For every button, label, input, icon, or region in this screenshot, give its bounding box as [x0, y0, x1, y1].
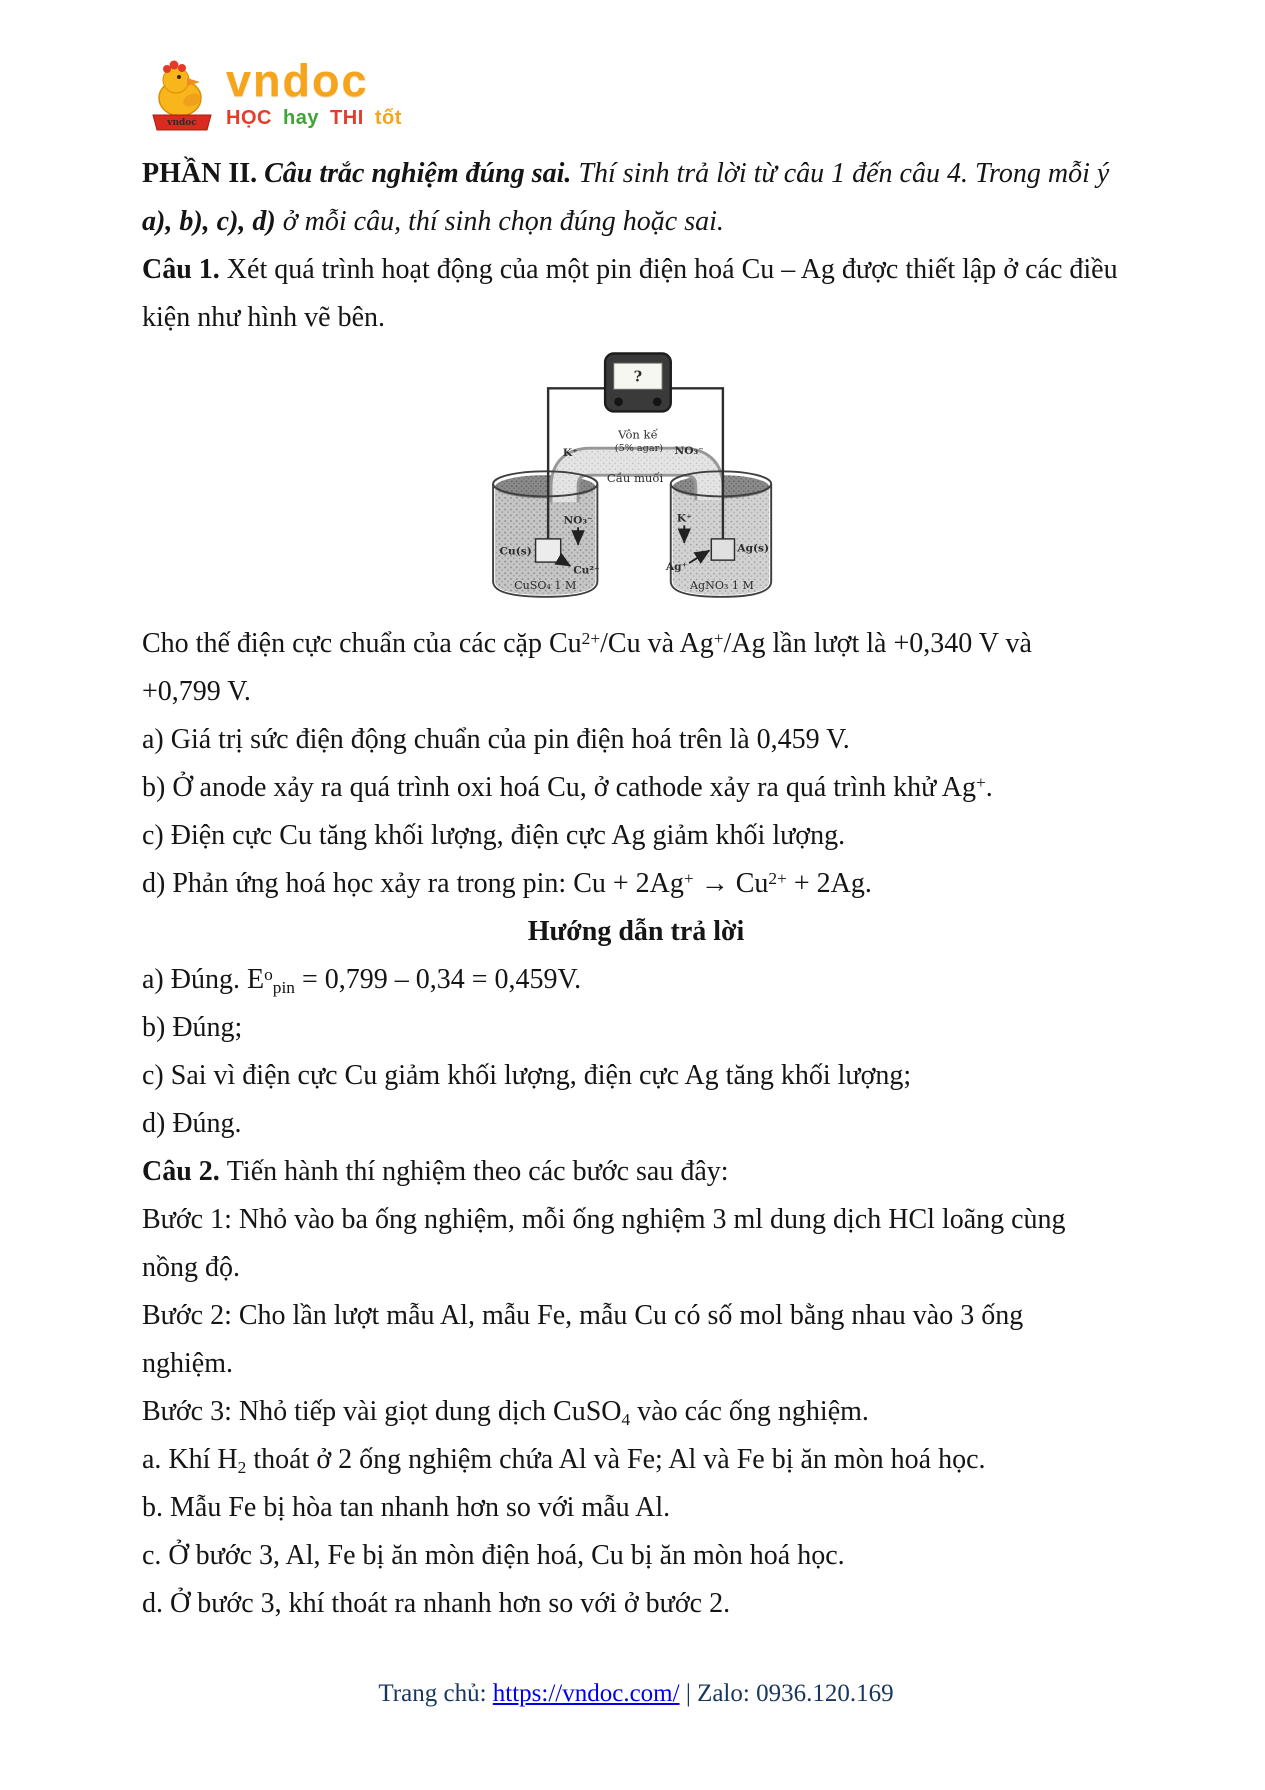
text-line [142, 1532, 1130, 1580]
text-segment: b. Mẫu Fe bị hòa tan nhanh hơn so với mẫu Al. [142, 1492, 671, 1523]
text-line [142, 1292, 1130, 1340]
chicken-mascot-icon [146, 58, 218, 134]
footer-link[interactable]: https://vndoc.com/ [492, 1680, 680, 1707]
electrochemical-cell-figure [421, 340, 851, 620]
text-segment: a), b), c), d) [142, 206, 283, 237]
text-segment: o [264, 965, 273, 985]
text-segment: = 0,799 – 0,34 = 0,459V. [294, 964, 582, 995]
text-segment: a) Đúng. E [142, 964, 265, 995]
text-segment: vào các ống nghiệm. [630, 1396, 869, 1427]
text-segment: PHẦN II. [142, 158, 265, 189]
electrochemical-cell-diagram [421, 340, 851, 620]
text-segment: d) Phản ứng hoá học xảy ra trong pin: Cu + 2Ag [142, 868, 684, 899]
voltmeter-display: ? [633, 368, 643, 386]
text-segment: Bước 3: Nhỏ tiếp vài giọt dung dịch CuSO [142, 1396, 622, 1427]
logo-tagline [226, 106, 402, 130]
text-line [142, 1004, 1130, 1052]
left-ion-down-label: NO₃⁻ [563, 513, 593, 527]
text-line [142, 150, 1130, 198]
text-line [142, 1148, 1130, 1196]
text-segment: Câu 2. [142, 1156, 227, 1187]
text-segment: Bước 1: Nhỏ vào ba ống nghiệm, mỗi ống nghiệm 3 ml dung dịch HCl loãng cùng [142, 1204, 1066, 1235]
tagline-word-hay: hay [283, 107, 319, 129]
right-solution-label: AgNO₃ 1 M [690, 579, 754, 593]
text-segment: Trang chủ: [378, 1680, 493, 1707]
text-line [142, 1436, 1130, 1484]
text-line [142, 198, 1130, 246]
text-line [142, 716, 1130, 764]
bridge-note-label: (5% agar) [614, 443, 663, 455]
text-segment: /Cu và Ag [600, 628, 714, 659]
salt-bridge-label: Cầu muối [606, 470, 664, 485]
text-segment: d) Đúng. [142, 1108, 242, 1139]
text-segment: Tiến hành thí nghiệm theo các bước sau đây: [226, 1156, 729, 1187]
text-line [142, 764, 1130, 812]
text-segment: Cho thế điện cực chuẩn của các cặp Cu [142, 628, 582, 659]
text-segment: 2 [237, 1457, 247, 1477]
text-segment: + 2Ag. [786, 868, 872, 899]
copper-electrode-label: Cu(s) [499, 544, 532, 558]
text-segment: . [985, 772, 993, 803]
text-line [142, 860, 1130, 908]
text-line [142, 1100, 1130, 1148]
brand-text: vndoc [226, 55, 369, 106]
text-line [142, 1340, 1130, 1388]
text-segment: | Zalo: 0936.120.169 [679, 1680, 894, 1707]
text-segment: 2+ [581, 629, 601, 649]
text-segment: 4 [621, 1409, 631, 1429]
text-segment: +0,799 V. [142, 676, 251, 707]
text-segment: pin [272, 977, 295, 997]
tagline-word-thi: THI [330, 107, 364, 129]
text-segment: c) Điện cực Cu tăng khối lượng, điện cực Ag giảm khối lượng. [142, 820, 846, 851]
text-segment: thoát ở 2 ống nghiệm chứa Al và Fe; Al và Fe bị ăn mòn hoá học. [246, 1444, 986, 1475]
text-line [142, 1580, 1130, 1628]
text-line [142, 956, 1130, 1004]
text-segment: nghiệm. [142, 1348, 233, 1379]
tagline-word-tot: tốt [374, 107, 402, 129]
text-segment: kiện như hình vẽ bên. [142, 302, 386, 333]
text-segment: → Cu [693, 868, 769, 899]
text-line [142, 1484, 1130, 1532]
copper-electrode [536, 539, 561, 562]
text-line [142, 246, 1130, 294]
text-line [142, 812, 1130, 860]
document-body [142, 620, 1130, 1628]
voltmeter-label: Vôn kế [618, 427, 658, 442]
text-segment: 2+ [768, 869, 787, 889]
text-segment: c) Sai vì điện cực Cu giảm khối lượng, điện cực Ag tăng khối lượng; [142, 1060, 912, 1091]
text-segment: Câu trắc nghiệm đúng sai. [264, 158, 579, 189]
voltmeter [605, 354, 671, 412]
silver-electrode [711, 539, 734, 560]
tagline-word-hoc: HỌC [226, 107, 272, 129]
logo-banner-text: vndoc [167, 118, 197, 128]
document-intro [142, 150, 1130, 342]
page-footer [142, 1670, 1130, 1718]
silver-ion-label: Ag⁺ [665, 559, 688, 573]
text-segment: + [975, 773, 986, 793]
bridge-right-ion-label: NO₃⁻ [674, 443, 704, 457]
text-segment: /Ag lần lượt là +0,340 V và [723, 628, 1032, 659]
right-ion-down-label: K⁺ [676, 511, 692, 525]
text-line [142, 668, 1130, 716]
text-segment: Hướng dẫn trả lời [527, 916, 745, 947]
text-line [142, 1196, 1130, 1244]
text-segment: b) Đúng; [142, 1012, 243, 1043]
silver-electrode-label: Ag(s) [737, 541, 770, 555]
text-line [142, 294, 1130, 342]
text-segment: + [683, 869, 694, 889]
vndoc-logo [146, 55, 1130, 136]
text-segment: Bước 2: Cho lần lượt mẫu Al, mẫu Fe, mẫu Cu có số mol bằng nhau vào 3 ống [142, 1300, 1024, 1331]
text-line [142, 1052, 1130, 1100]
text-segment: Câu 1. [142, 254, 227, 285]
text-segment: ở mỗi câu, thí sinh chọn đúng hoặc sai. [282, 206, 724, 237]
text-line [142, 1670, 1130, 1718]
text-segment: d. Ở bước 3, khí thoát ra nhanh hơn so với ở bước 2. [142, 1588, 731, 1619]
text-segment: Xét quá trình hoạt động của một pin điện hoá Cu – Ag được thiết lập ở các điều [226, 254, 1118, 285]
text-segment: nồng độ. [142, 1252, 240, 1283]
text-line [142, 620, 1130, 668]
text-line [142, 1244, 1130, 1292]
copper-ion-label: Cu²⁺ [573, 563, 600, 577]
text-segment: c. Ở bước 3, Al, Fe bị ăn mòn điện hoá, Cu bị ăn mòn hoá học. [142, 1540, 845, 1571]
text-line [142, 1388, 1130, 1436]
text-segment: a) Giá trị sức điện động chuẩn của pin điện hoá trên là 0,459 V. [142, 724, 850, 755]
text-segment: a. Khí H [142, 1444, 238, 1475]
text-segment: + [713, 629, 724, 649]
text-segment: b) Ở anode xảy ra quá trình oxi hoá Cu, ở cathode xảy ra quá trình khử Ag [142, 772, 976, 803]
left-solution-label: CuSO₄ 1 M [514, 579, 577, 593]
text-segment: Thí sinh trả lời từ câu 1 đến câu 4. Trong mỗi ý [578, 158, 1110, 189]
bridge-left-ion-label: K⁺ [562, 445, 578, 459]
text-line [142, 908, 1130, 956]
